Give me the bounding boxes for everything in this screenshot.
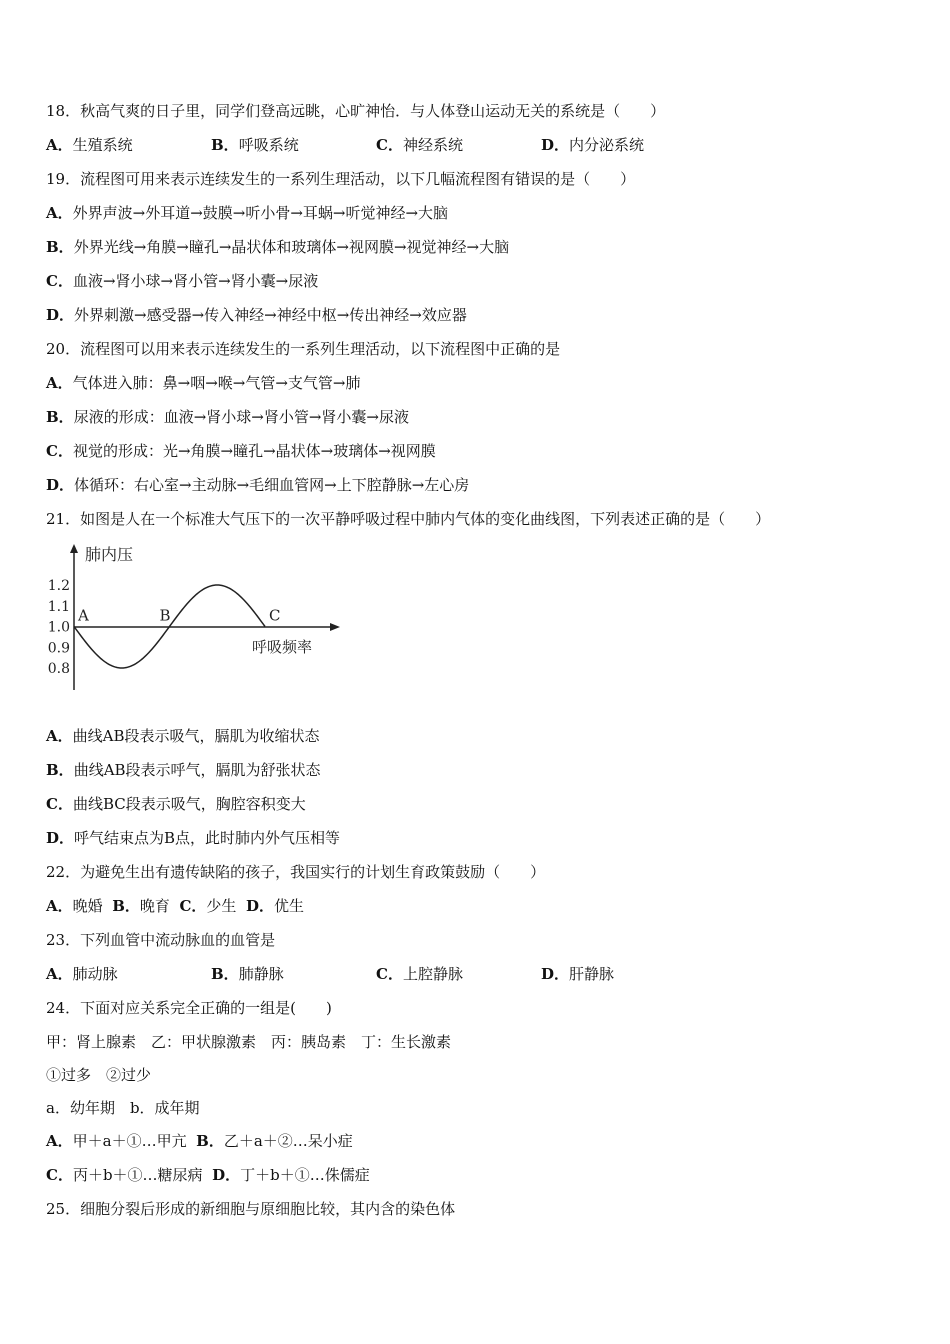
q24-amounts: ①过多 ②过少 [46, 1066, 152, 1084]
q18-stem: 18．秋高气爽的日子里，同学们登高远眺，心旷神怡．与人体登山运动无关的系统是（ ） [46, 102, 666, 120]
pressure-chart [40, 540, 350, 700]
q20-option-b[interactable]: B．尿液的形成：血液→肾小球→肾小管→肾小囊→尿液 [46, 408, 409, 426]
q19-option-d[interactable]: D．外界刺激→感受器→传入神经→神经中枢→传出神经→效应器 [46, 306, 467, 324]
q18-options [46, 135, 706, 155]
y-tick-label: 1.1 [47, 598, 70, 615]
q22-options [46, 896, 304, 916]
q23-option-c[interactable]: C．上腔静脉 [376, 965, 463, 983]
q22-option-c[interactable]: C．少生 [179, 897, 237, 915]
q22-stem: 22．为避免生出有遗传缺陷的孩子，我国实行的计划生育政策鼓励（ ） [46, 863, 546, 881]
q19-option-c[interactable]: C．血液→肾小球→肾小管→肾小囊→尿液 [46, 272, 319, 290]
q23-option-a[interactable]: A．肺动脉 [46, 965, 118, 983]
q24-periods: a．幼年期 b．成年期 [46, 1099, 200, 1117]
q21-option-b[interactable]: B．曲线AB段表示呼气，膈肌为舒张状态 [46, 761, 321, 779]
y-tick-label: 1.0 [47, 619, 70, 636]
q20-option-a[interactable]: A．气体进入肺：鼻→咽→喉→气管→支气管→肺 [46, 374, 361, 392]
q23-option-b[interactable]: B．肺静脉 [211, 965, 284, 983]
q24-options-ab [46, 1131, 353, 1151]
y-tick-label: 0.9 [47, 640, 70, 657]
q20-option-c[interactable]: C．视觉的形成：光→角膜→瞳孔→晶状体→玻璃体→视网膜 [46, 442, 436, 460]
q21-stem: 21．如图是人在一个标准大气压下的一次平静呼吸过程中肺内气体的变化曲线图，下列表述正确的是（ ） [46, 510, 771, 528]
point-label-a: A [78, 606, 89, 625]
y-tick-label: 1.2 [47, 578, 70, 594]
q24-hormones: 甲：肾上腺素 乙：甲状腺激素 丙：胰岛素 丁：生长激素 [46, 1033, 452, 1051]
x-axis-arrow-icon [330, 623, 340, 631]
q19-stem: 19．流程图可用来表示连续发生的一系列生理活动，以下几幅流程图有错误的是（ ） [46, 170, 636, 188]
q23-option-d[interactable]: D．肝静脉 [541, 965, 615, 983]
q21-option-a[interactable]: A．曲线AB段表示吸气，膈肌为收缩状态 [46, 727, 320, 745]
q21-option-d[interactable]: D．呼气结束点为B点，此时肺内外气压相等 [46, 829, 341, 847]
q19-option-b[interactable]: B．外界光线→角膜→瞳孔→晶状体和玻璃体→视网膜→视觉神经→大脑 [46, 238, 510, 256]
x-axis-label: 呼吸频率 [252, 638, 313, 656]
q25-stem: 25．细胞分裂后形成的新细胞与原细胞比较，其内含的染色体 [46, 1200, 456, 1218]
q22-option-a[interactable]: A．晚婚 [46, 897, 103, 915]
y-tick-label: 0.8 [47, 661, 70, 677]
y-axis-label: 肺内压 [85, 545, 134, 564]
q23-options [46, 964, 706, 984]
q24-option-d[interactable]: D．丁＋b＋①…侏儒症 [212, 1166, 370, 1184]
point-label-c: C [269, 606, 281, 625]
q24-option-c[interactable]: C．丙＋b＋①…糖尿病 [46, 1166, 203, 1184]
point-label-b: B [159, 606, 171, 625]
q18-option-a[interactable]: A．生殖系统 [46, 136, 133, 154]
q22-option-d[interactable]: D．优生 [245, 897, 304, 915]
q19-option-a[interactable]: A．外界声波→外耳道→鼓膜→听小骨→耳蜗→听觉神经→大脑 [46, 204, 449, 222]
q22-option-b[interactable]: B．晚育 [112, 897, 170, 915]
y-axis-arrow-icon [70, 544, 78, 553]
q18-option-d[interactable]: D．内分泌系统 [541, 136, 645, 154]
q18-option-c[interactable]: C．神经系统 [376, 136, 463, 154]
q24-option-a[interactable]: A．甲＋a＋①…甲亢 [46, 1132, 187, 1150]
q24-stem: 24．下面对应关系完全正确的一组是( ) [46, 999, 332, 1017]
q24-options-cd [46, 1165, 370, 1185]
q20-stem: 20．流程图可以用来表示连续发生的一系列生理活动，以下流程图中正确的是 [46, 340, 561, 358]
q18-option-b[interactable]: B．呼吸系统 [211, 136, 299, 154]
q23-stem: 23．下列血管中流动脉血的血管是 [46, 931, 276, 949]
q21-option-c[interactable]: C．曲线BC段表示吸气，胸腔容积变大 [46, 795, 306, 813]
q20-option-d[interactable]: D．体循环：右心室→主动脉→毛细血管网→上下腔静脉→左心房 [46, 476, 470, 494]
q24-option-b[interactable]: B．乙＋a＋②…呆小症 [196, 1132, 353, 1150]
